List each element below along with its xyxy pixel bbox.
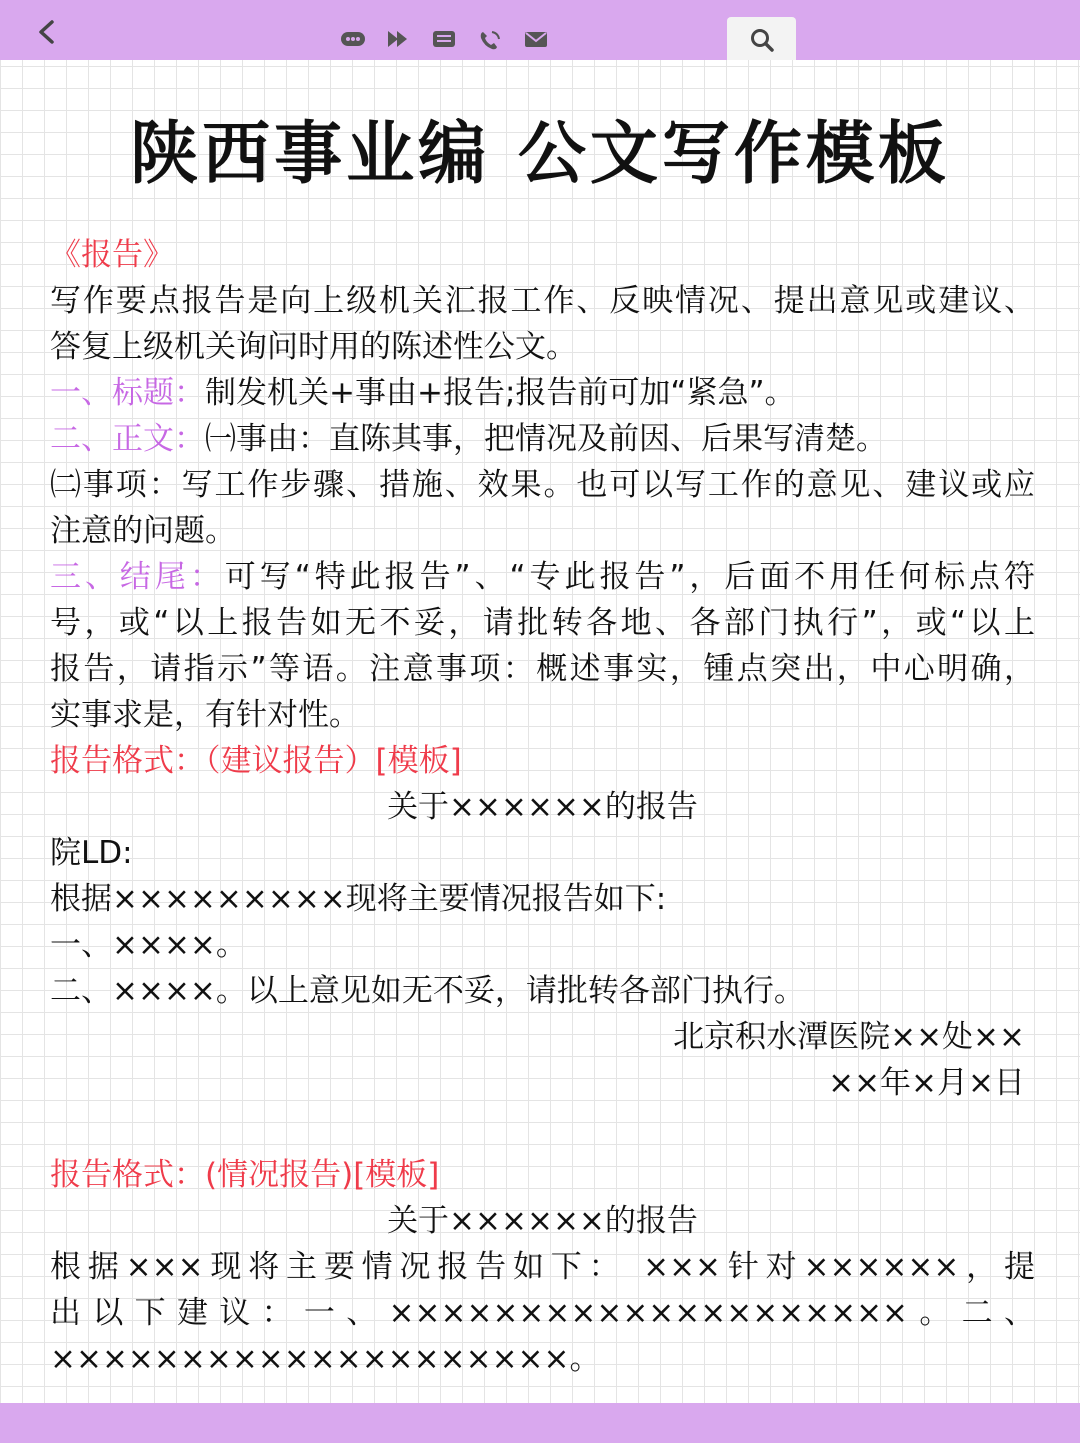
text-line: 根据×××现将主要情况报告如下： ×××针对××××××，提 [50,1249,1035,1285]
list-icon[interactable] [432,29,456,51]
document-body [50,232,1035,1382]
phone-icon[interactable] [478,29,502,51]
page-title: 陕西事业编 公文写作模板 [130,115,950,194]
item-label: 三、结尾： [50,559,225,595]
forward-icon[interactable] [386,29,410,51]
text-line: 写作要点报告是向上级机关汇报工作、反映情况、提出意见或建议、 [50,283,1035,319]
text-line: 注意的问题。 [50,513,236,549]
back-icon[interactable] [36,20,58,42]
bottom-bar [0,1403,1080,1443]
text-line: ××××××××××××××××××××。 [50,1341,601,1377]
text-line: 号，或“以上报告如无不妥，请批转各地、各部门执行”，或“以上 [50,605,1035,641]
search-button[interactable] [727,17,796,60]
template-heading: 报告格式：(情况报告)[模板] [50,1157,440,1193]
text-line: 报告，请指示”等语。注意事项：概述事实，锺点突出，中心明确， [50,651,1035,687]
item-label: 一、标题： [50,375,205,411]
template-title: 关于××××××的报告 [387,789,698,825]
spacer [50,1106,1035,1152]
text-line [50,554,1035,600]
text-line: 根据×××××××××现将主要情况报告如下: [50,881,667,917]
chat-icon[interactable] [340,29,364,51]
text-line: 出以下建议：一、××××××××××××××××××××。二、 [50,1295,1035,1331]
template-title: 关于××××××的报告 [387,1203,698,1239]
salutation: 院LD: [50,835,133,871]
text-line: 答复上级机关询问时用的陈述性公文。 [50,329,577,365]
text-line: ㈡事项：写工作步骤、措施、效果。也可以写工作的意见、建议或应 [50,467,1035,503]
toolbar-icons [340,28,548,52]
signature: 北京积水潭医院××处×× [673,1019,1025,1055]
text-line [50,416,1035,462]
text-line: 实事求是，有针对性。 [50,697,360,733]
top-bar [0,0,1080,60]
item-text: 制发机关+事由+报告;报告前可加“紧急”。 [205,375,796,411]
search-icon [749,27,775,53]
item-label: 二、正文： [50,421,205,457]
text-line: 二、××××。以上意见如无不妥，请批转各部门执行。 [50,973,805,1009]
text-line: 一、××××。 [50,927,247,963]
mail-icon[interactable] [524,29,548,51]
item-text: ㈠事由：直陈其事，把情况及前因、后果写清楚。 [205,421,887,457]
date: ××年×月×日 [828,1065,1025,1101]
text-line [50,370,1035,416]
template-heading: 报告格式：（建议报告）[模板] [50,743,462,779]
item-text: 可写“特此报告”、“专此报告”，后面不用任何标点符 [224,559,1036,595]
section-heading: 《报告》 [50,237,174,273]
